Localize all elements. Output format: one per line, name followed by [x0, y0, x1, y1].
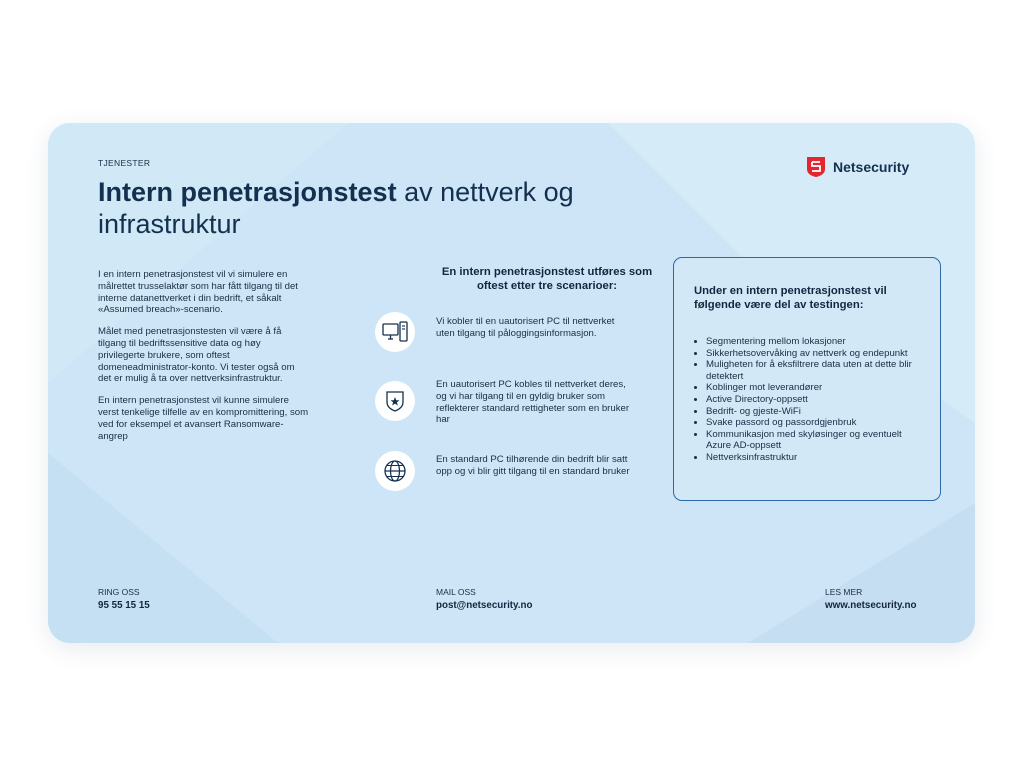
list-item: • Sikkerhetsovervåking av nettverk og endepunkt	[706, 348, 916, 360]
intro-paragraph: I en intern penetrasjonstest vil vi simulere en målrettet trusselaktør som har fått tilgang til det interne datanettverket i din bedrift, et såkalt «Assumed breach»-scenario.	[98, 269, 298, 316]
testing-heading: Under en intern penetrasjonstest vil følgende være del av testingen:	[694, 285, 887, 311]
brand-logo	[806, 156, 909, 178]
intro-paragraph: En intern penetrasjonstest vil kunne simulere verst tenkelige tilfelle av en kompromittering, som ved for eksempel et avansert Ransomware-angrep	[98, 395, 309, 442]
globe-icon	[375, 451, 415, 491]
testing-box	[673, 257, 941, 501]
list-item: • Bedrift- og gjeste-WiFi	[706, 406, 916, 418]
scenario-text: En uautorisert PC kobles til nettverket deres, og vi har tilgang til en gyldig bruker som reflekterer standard rettigheter som en bruker har	[436, 379, 630, 426]
footer-mail	[436, 587, 532, 611]
scenarios-heading: En intern penetrasjonstest utføres som oftest etter tre scenarioer:	[441, 266, 653, 292]
list-item: • Segmentering mellom lokasjoner	[706, 336, 916, 348]
intro-paragraph: Målet med penetrasjonstesten vil være å få tilgang til bedriftssensitive data og høy privilegerte brukere, som oftest domeneadministrator-konto. Vi tester også om det er mulig å ta over nettverksinfrastruktur.	[98, 326, 295, 385]
testing-list	[694, 336, 916, 464]
phone-label: RING OSS	[98, 587, 140, 597]
service-card	[48, 123, 975, 643]
list-item: • Koblinger mot leverandører	[706, 382, 916, 394]
list-item: • Svake passord og passordgjenbruk	[706, 417, 916, 429]
scenario-text: En standard PC tilhørende din bedrift blir satt opp og vi blir gitt tilgang til en standard bruker	[436, 454, 630, 477]
brand-name: Netsecurity	[833, 159, 910, 175]
footer-web	[825, 587, 916, 611]
list-item: • Nettverksinfrastruktur	[706, 452, 916, 464]
intro-text	[98, 269, 310, 452]
computer-icon	[375, 312, 415, 352]
page-title	[98, 176, 658, 240]
web-label: LES MER	[825, 587, 863, 597]
shield-star-icon	[375, 381, 415, 421]
scenario-text: Vi kobler til en uautorisert PC til nettverket uten tilgang til påloggingsinformasjon.	[436, 316, 615, 339]
phone-number[interactable]: 95 55 15 15	[98, 600, 150, 611]
mail-link[interactable]: post@netsecurity.no	[436, 600, 533, 611]
logo-shield-icon	[806, 156, 826, 178]
list-item: • Muligheten for å eksfiltrere data uten at dette blir detektert	[706, 359, 916, 382]
eyebrow-label: TJENESTER	[98, 158, 151, 168]
web-link[interactable]: www.netsecurity.no	[825, 600, 917, 611]
mail-label: MAIL OSS	[436, 587, 476, 597]
footer-phone	[98, 587, 150, 611]
list-item: • Kommunikasjon med skyløsinger og eventuelt Azure AD-oppsett	[706, 429, 916, 452]
title-bold: Intern penetrasjonstest	[98, 177, 397, 207]
title-rest: av nettverk og infrastruktur	[98, 177, 574, 239]
list-item: • Active Directory-oppsett	[706, 394, 916, 406]
